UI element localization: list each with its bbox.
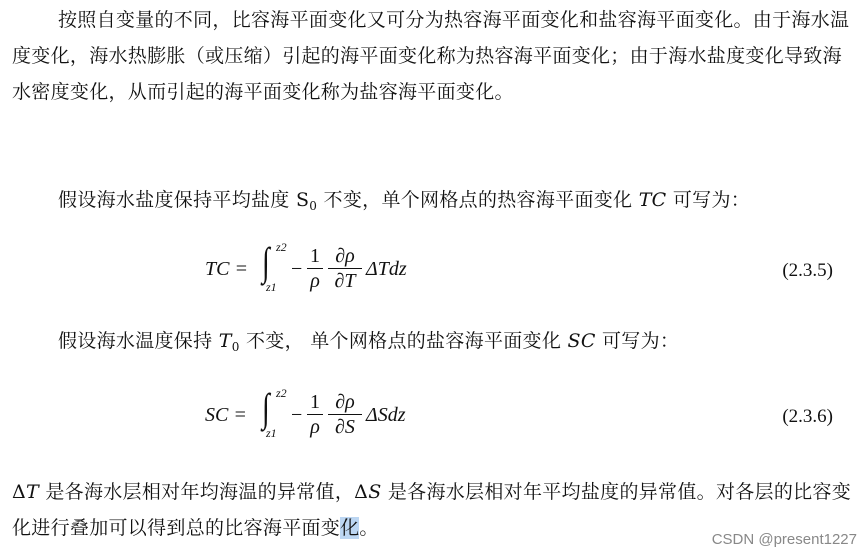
- text-segment: 假设海水温度保持: [58, 330, 219, 352]
- paragraph-intro: 按照自变量的不同，比容海平面变化又可分为热容海平面变化和盐容海平面变化。由于海水温度变化，海水热膨胀（或压缩）引起的海平面变化称为热容海平面变化；由于海水盐度变化导致海水密度变化，从而引起的海平面变化称为盐容海平面变化。: [12, 9, 850, 103]
- fraction-partial-derivative: [328, 244, 362, 293]
- integral-upper-limit: z2: [276, 386, 287, 400]
- fraction-denominator: ∂S: [335, 416, 355, 438]
- subscript: 0: [231, 340, 240, 354]
- integral-upper-limit: z2: [276, 240, 287, 254]
- fraction-numerator: 1: [310, 245, 320, 267]
- text-segment: 。: [359, 517, 379, 539]
- fraction-denominator: ∂T: [334, 270, 356, 292]
- equation-rest: ΔSdz: [366, 404, 406, 426]
- equation-lhs: SC =: [205, 404, 247, 426]
- text-selection-highlight[interactable]: 化: [340, 517, 360, 539]
- variable-tc: TC: [638, 189, 667, 211]
- minus-sign: −: [291, 404, 303, 426]
- delta-symbol: Δ: [354, 481, 369, 503]
- integral-sign: ∫: [262, 385, 270, 430]
- paragraph-sc-assumption: [12, 323, 857, 365]
- integral-lower-limit: z1: [266, 280, 277, 294]
- text-segment: 不变， 单个网格点的盐容海平面变化: [239, 330, 568, 352]
- fraction-numerator: ∂ρ: [335, 391, 355, 413]
- variable-t: T: [26, 481, 40, 503]
- text-segment: 假设海水盐度保持平均盐度 S: [58, 189, 310, 211]
- text-segment: 可写为：: [595, 330, 680, 352]
- equation-number: (2.3.5): [782, 260, 833, 281]
- paragraph-tc-assumption: [12, 182, 857, 224]
- text-segment: 不变，单个网格点的热容海平面变化: [317, 189, 639, 211]
- fraction-denominator: ρ: [310, 270, 320, 292]
- subscript: 0: [309, 199, 318, 213]
- csdn-watermark: CSDN @present1227: [711, 531, 857, 548]
- fraction-numerator: ∂ρ: [335, 245, 355, 267]
- equation-rest: ΔTdz: [366, 258, 407, 280]
- fraction-partial-derivative: [328, 390, 362, 439]
- equation-lhs: TC =: [205, 258, 248, 280]
- text-segment: 是各海水层相对年均海温的异常值，: [39, 481, 355, 503]
- text-segment: 可写为：: [666, 189, 751, 211]
- fraction-denominator: ρ: [310, 416, 320, 438]
- fraction-one-over-rho: [307, 390, 323, 439]
- variable-sc: SC: [567, 330, 596, 352]
- integral-lower-limit: z1: [266, 426, 277, 440]
- equation-sc: [0, 382, 865, 458]
- equation-number: (2.3.6): [782, 406, 833, 427]
- minus-sign: −: [291, 258, 303, 280]
- text-segment: 是各海水层相对年平均盐度的异常值。对各层的比容变化进行叠加可以得到总的比容海平面变: [12, 481, 852, 539]
- integral-sign: ∫: [262, 239, 270, 284]
- fraction-one-over-rho: [307, 244, 323, 293]
- delta-symbol: Δ: [12, 481, 27, 503]
- variable-t: T: [218, 330, 232, 352]
- fraction-numerator: 1: [310, 391, 320, 413]
- variable-s: S: [368, 481, 382, 503]
- equation-tc: [0, 236, 865, 312]
